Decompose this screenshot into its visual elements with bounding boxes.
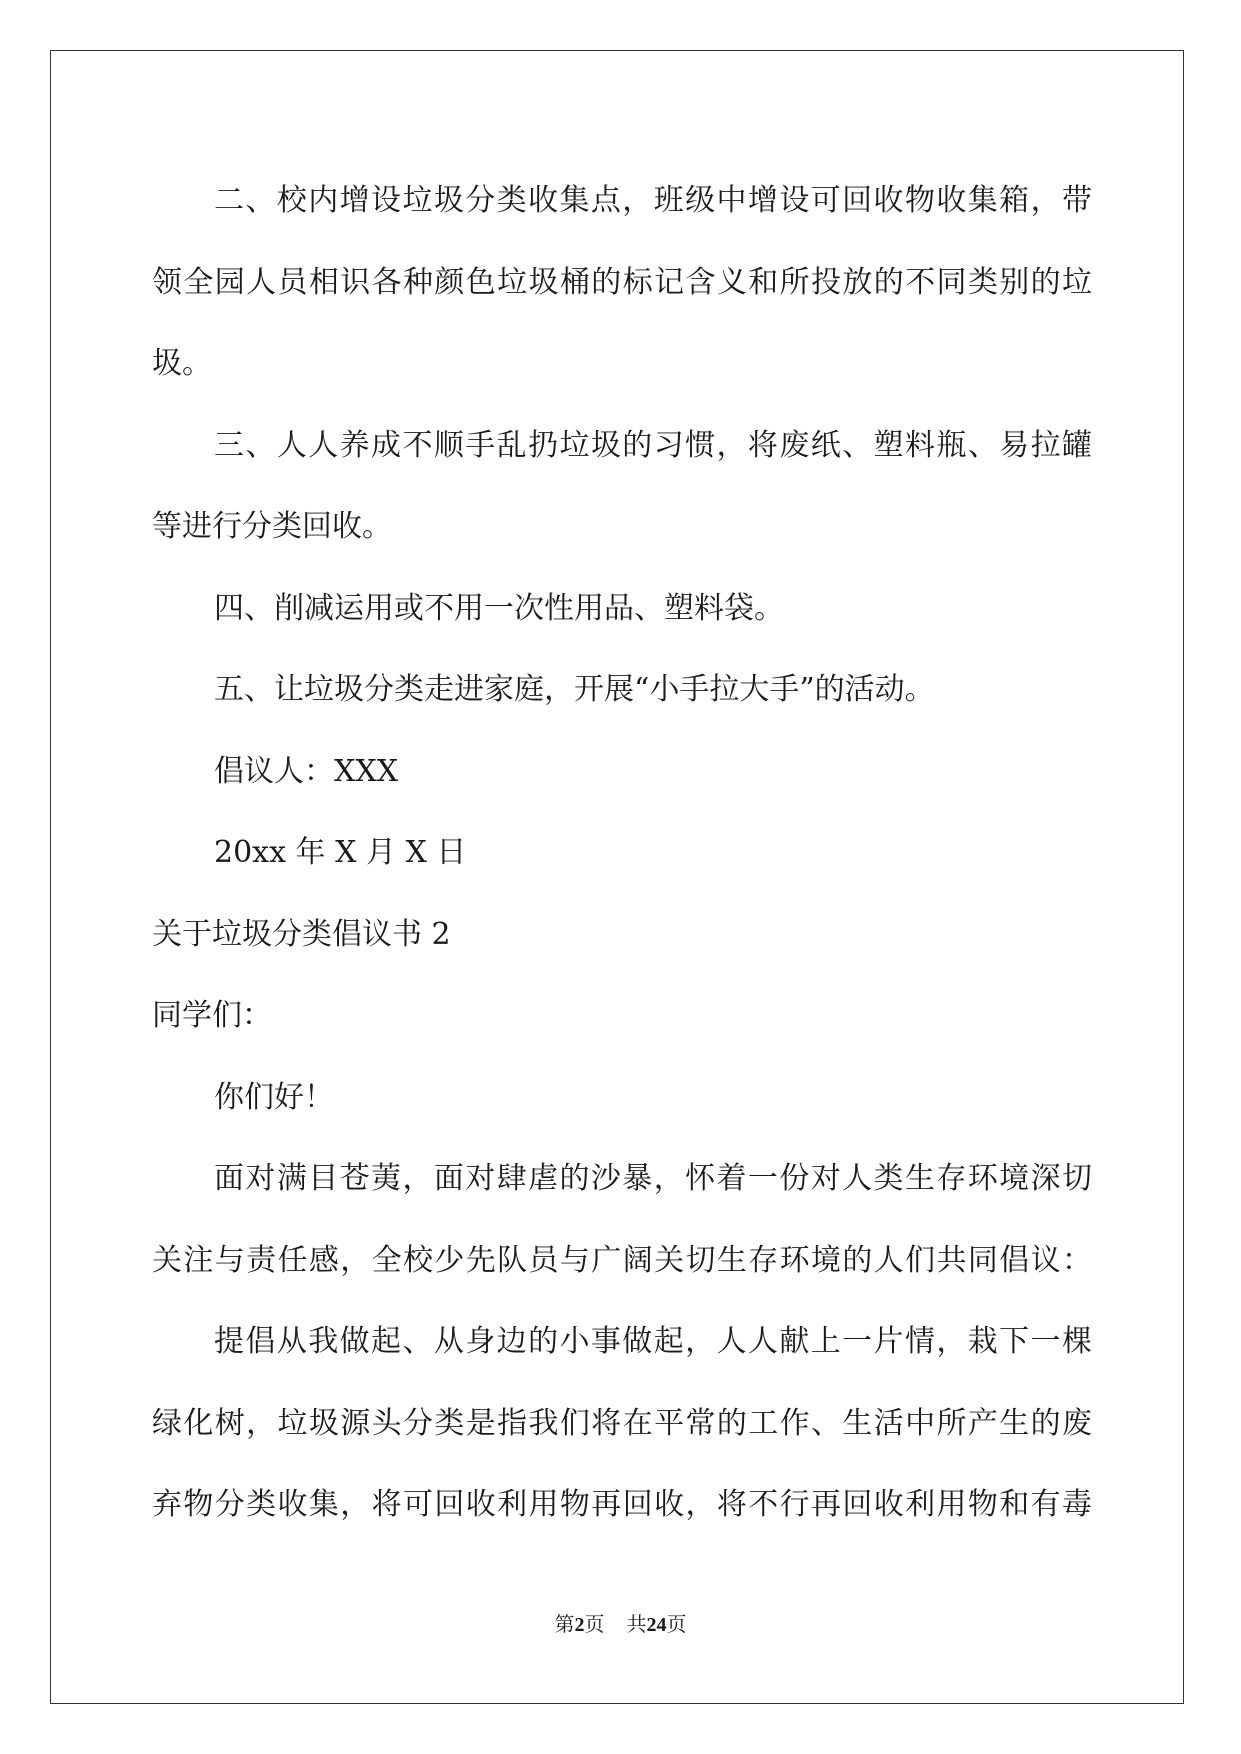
paragraph-line: 提倡从我做起、从身边的小事做起，人人献上一片情，栽下一棵 bbox=[214, 1324, 1092, 1359]
paragraph-line: 二、校内增设垃圾分类收集点，班级中增设可回收物收集箱，带 bbox=[214, 183, 1092, 218]
greeting: 你们好！ bbox=[214, 1079, 334, 1115]
section-title: 关于垃圾分类倡议书 2 bbox=[152, 916, 451, 952]
page-number: 2 bbox=[574, 1614, 585, 1636]
paragraph-line: 弃物分类收集，将可回收利用物再回收，将不行再回收利用物和有毒 bbox=[152, 1487, 1092, 1522]
date-line: 20xx 年 X 月 X 日 bbox=[214, 835, 467, 870]
total-label-suffix: 页 bbox=[666, 1614, 687, 1636]
paragraph-line: 领全园人员相识各种颜色垃圾桶的标记含义和所投放的不同类别的垃 bbox=[152, 264, 1092, 300]
proposer-line: 倡议人：XXX bbox=[214, 753, 399, 789]
paragraph-line: 等进行分类回收。 bbox=[152, 509, 392, 544]
page-label-suffix: 页 bbox=[584, 1614, 605, 1636]
paragraph-line: 关注与责任感，全校少先队员与广阔关切生存环境的人们共同倡议： bbox=[152, 1242, 1092, 1278]
page-footer bbox=[0, 1608, 1241, 1637]
total-label-prefix: 共 bbox=[626, 1614, 647, 1636]
paragraph-line: 三、人人养成不顺手乱扔垃圾的习惯，将废纸、塑料瓶、易拉罐 bbox=[214, 427, 1092, 463]
paragraph-line: 绿化树，垃圾源头分类是指我们将在平常的工作、生活中所产生的废 bbox=[152, 1405, 1092, 1441]
total-pages: 24 bbox=[646, 1614, 667, 1636]
paragraph-line: 面对满目苍荑，面对肆虐的沙暴，怀着一份对人类生存环境深切 bbox=[214, 1161, 1092, 1196]
paragraph-line: 圾。 bbox=[152, 346, 212, 381]
salutation: 同学们： bbox=[152, 998, 272, 1033]
page-label-prefix: 第 bbox=[554, 1614, 575, 1636]
paragraph-line: 五、让垃圾分类走进家庭，开展“小手拉大手”的活动。 bbox=[214, 672, 935, 707]
document-body bbox=[152, 160, 1092, 1546]
paragraph-line: 四、削减运用或不用一次性用品、塑料袋。 bbox=[214, 590, 784, 626]
